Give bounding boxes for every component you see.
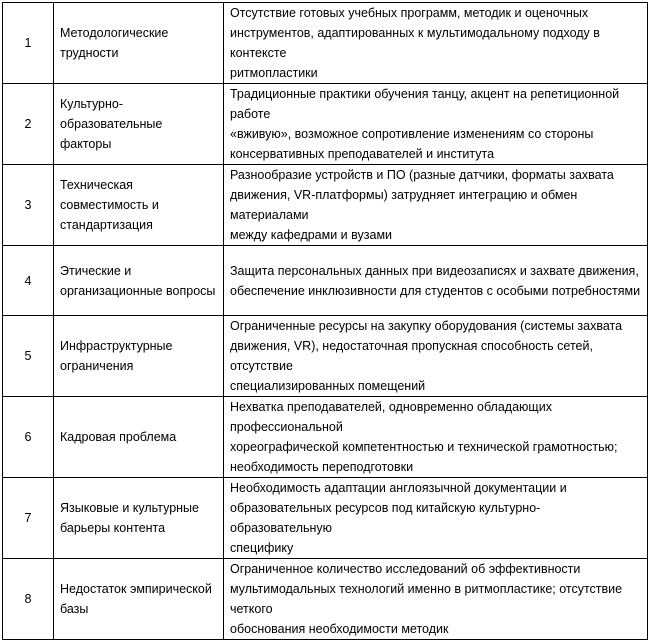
description-line: «вживую», возможное сопротивление изменениям со стороны [230, 127, 594, 141]
description-cell [224, 559, 648, 640]
category-line: Техническая [60, 178, 133, 192]
description-cell [224, 84, 648, 165]
table-row [3, 316, 648, 397]
description-line: необходимость переподготовки [230, 460, 414, 474]
description-line: Необходимость адаптации англоязычной документации и [230, 481, 567, 495]
description-line: мультимодальных технологий именно в ритмопластике; отсутствие четкого [230, 582, 623, 616]
description-line: специализированных помещений [230, 379, 426, 393]
description-line: хореографической компетентностью и технической грамотностью; [230, 440, 618, 454]
description-cell [224, 397, 648, 478]
category-cell [54, 559, 224, 640]
description-line: консервативных преподавателей и института [230, 147, 495, 161]
category-line: базы [60, 602, 89, 616]
description-line: Защита персональных данных при видеозаписях и захвате движения, [230, 263, 639, 278]
description-line: между кафедрами и вузами [230, 228, 393, 242]
category-line: совместимость и [60, 198, 159, 212]
description-line: образовательных ресурсов под китайскую культурно-образовательную [230, 501, 541, 535]
table-row [3, 397, 648, 478]
category-line: организационные вопросы [60, 283, 216, 298]
description-line: Ограниченное количество исследований об эффективности [230, 562, 581, 576]
description-line: Ограниченные ресурсы на закупку оборудования (системы захвата [230, 319, 623, 333]
category-cell [54, 246, 224, 316]
description-cell [224, 478, 648, 559]
row-number: 2 [3, 84, 54, 165]
table-row [3, 165, 648, 246]
row-number: 6 [3, 397, 54, 478]
description-line: специфику [230, 541, 294, 555]
row-number: 8 [3, 559, 54, 640]
description-line: ритмопластики [230, 66, 318, 80]
row-number: 7 [3, 478, 54, 559]
description-line: обеспечение инклюзивности для студентов с особыми потребностями [230, 283, 641, 298]
category-line: факторы [60, 137, 112, 151]
description-line: движения, VR), недостаточная пропускная способность сетей, отсутствие [230, 339, 593, 373]
table-row [3, 478, 648, 559]
row-number: 1 [3, 3, 54, 84]
row-number: 4 [3, 246, 54, 316]
category-line: Недостаток эмпирической [60, 582, 212, 596]
description-cell [224, 246, 648, 316]
category-cell [54, 84, 224, 165]
category-line: Инфраструктурные [60, 339, 173, 353]
category-line: образовательные [60, 117, 163, 131]
table-row [3, 3, 648, 84]
category-line: Кадровая проблема [60, 430, 177, 444]
category-cell [54, 316, 224, 397]
table-row [3, 84, 648, 165]
table-row [3, 559, 648, 640]
category-cell [54, 165, 224, 246]
description-line: Традиционные практики обучения танцу, акцент на репетиционной работе [230, 87, 620, 121]
description-line: Нехватка преподавателей, одновременно обладающих профессиональной [230, 400, 552, 434]
description-cell [224, 165, 648, 246]
description-cell [224, 316, 648, 397]
category-line: барьеры контента [60, 521, 166, 535]
description-line: Разнообразие устройств и ПО (разные датчики, форматы захвата [230, 168, 614, 182]
category-line: Языковые и культурные [60, 501, 199, 515]
category-cell [54, 3, 224, 84]
description-line: инструментов, адаптированных к мультимодальному подходу в контексте [230, 26, 600, 60]
category-line: ограничения [60, 359, 134, 373]
row-number: 5 [3, 316, 54, 397]
category-cell [54, 397, 224, 478]
description-line: обоснования необходимости методик [230, 622, 449, 636]
category-line: трудности [60, 46, 119, 60]
category-line: Культурно- [60, 97, 124, 111]
description-cell [224, 3, 648, 84]
table-row [3, 246, 648, 316]
description-line: Отсутствие готовых учебных программ, методик и оценочных [230, 6, 589, 20]
description-line: движения, VR-платформы) затрудняет интеграцию и обмен материалами [230, 188, 578, 222]
category-cell [54, 478, 224, 559]
category-line: Методологические [60, 26, 169, 40]
challenges-table [2, 2, 648, 640]
category-line: Этические и [60, 263, 132, 278]
category-line: стандартизация [60, 218, 153, 232]
row-number: 3 [3, 165, 54, 246]
